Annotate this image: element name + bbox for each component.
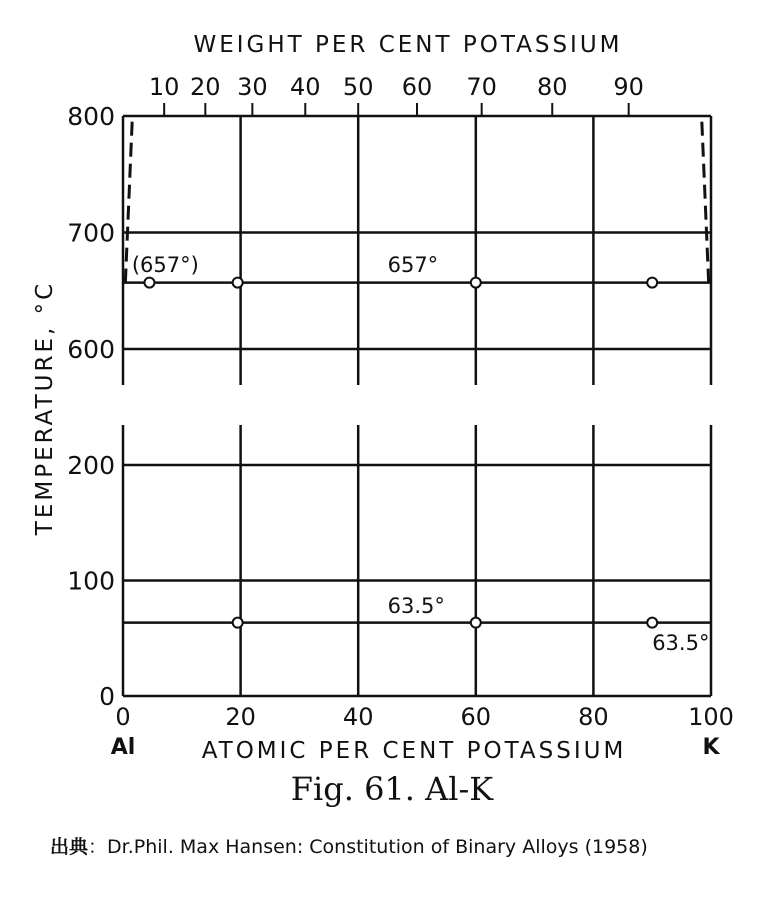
top-tick-label: 70: [466, 73, 497, 101]
top-tick-label: 60: [401, 73, 433, 101]
data-point: [471, 278, 481, 288]
data-point: [144, 278, 154, 288]
top-tick-label: 10: [148, 73, 180, 101]
temperature-annotation: 63.5°: [652, 630, 710, 655]
y-tick-label: 0: [99, 682, 115, 711]
source-text: Dr.Phil. Max Hansen: Constitution of Binary Alloys (1958): [107, 836, 648, 858]
top-tick-label: 90: [613, 73, 644, 101]
top-tick-label: 50: [342, 73, 374, 101]
series-layer: [123, 116, 711, 628]
data-point: [647, 618, 657, 628]
x-tick-label: 20: [225, 703, 256, 731]
temperature-annotation: 657°: [387, 253, 439, 278]
liquidus-dashed-line: [702, 116, 709, 283]
top-tick-label: 80: [536, 73, 568, 101]
temperature-annotation: 63.5°: [387, 593, 445, 618]
data-point: [471, 618, 481, 628]
x-end-label-left: Al: [110, 735, 136, 760]
x-tick-label: 60: [460, 703, 492, 731]
data-point: [233, 618, 243, 628]
top-tick-label: 20: [190, 73, 221, 101]
y-axis-label: TEMPERATURE, °C: [32, 280, 58, 536]
y-tick-label: 600: [67, 335, 115, 364]
x-tick-label: 40: [342, 703, 374, 731]
data-point: [233, 278, 243, 288]
y-tick-label: 800: [67, 102, 115, 131]
label-layer: [32, 32, 734, 764]
y-tick-label: 700: [67, 218, 115, 248]
x-end-label-right: K: [702, 735, 720, 760]
x-axis-label: ATOMIC PER CENT POTASSIUM: [201, 738, 627, 764]
figure-caption: Fig. 61. Al-K: [290, 770, 494, 808]
x-tick-label: 100: [688, 703, 734, 731]
top-axis-label: WEIGHT PER CENT POTASSIUM: [193, 32, 623, 58]
x-tick-label: 0: [115, 703, 131, 731]
source-credit: [50, 832, 648, 862]
top-tick-label: 30: [237, 73, 268, 101]
x-tick-label: 80: [578, 703, 609, 731]
source-prefix: 出典: [50, 836, 89, 858]
top-tick-label: 40: [290, 73, 321, 101]
temperature-annotation: (657°): [131, 253, 199, 278]
y-tick-label: 100: [67, 566, 115, 596]
data-point: [647, 278, 657, 288]
y-tick-label: 200: [67, 451, 115, 480]
source-separator: ：: [88, 836, 108, 858]
